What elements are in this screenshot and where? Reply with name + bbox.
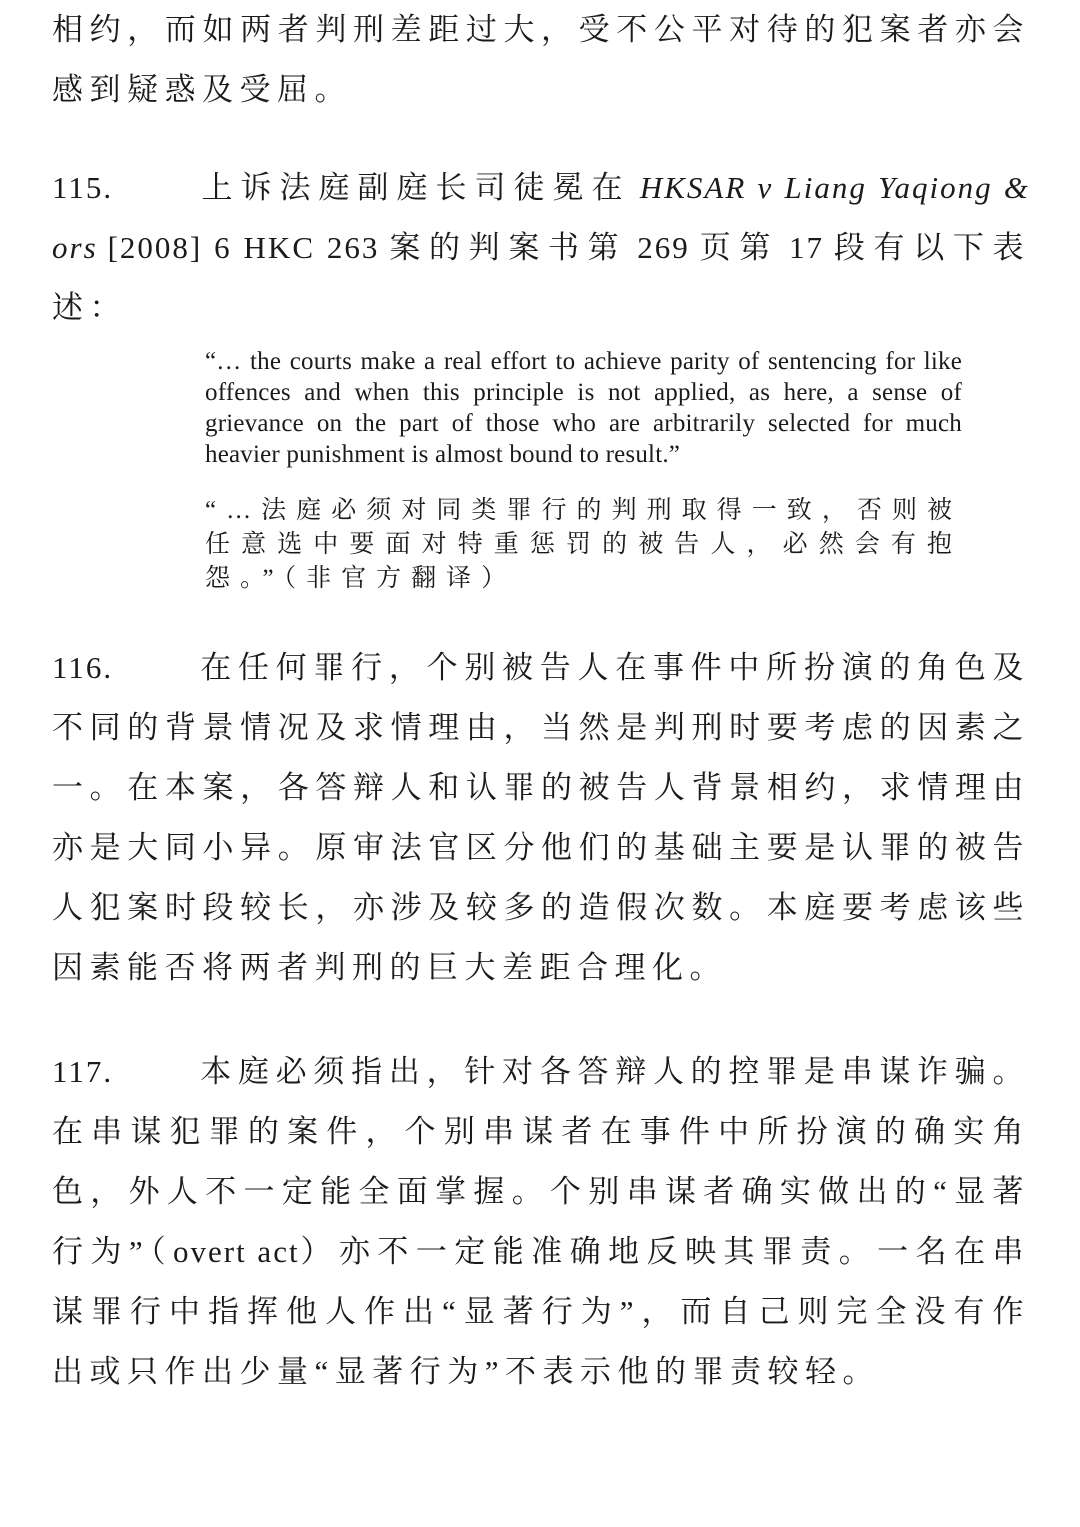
paragraph-115 bbox=[52, 158, 1030, 338]
paragraph-115-mid-text-2: 页第 bbox=[699, 230, 780, 265]
paragraph-115-tail-text: 段有以下表述： bbox=[52, 230, 1031, 325]
paragraph-116 bbox=[52, 638, 1030, 998]
paragraph-reference-number: 17 bbox=[788, 230, 824, 265]
paragraph-117-number: 117. bbox=[52, 1054, 114, 1089]
paragraph-continuation: 相约，而如两者判刑差距过大，受不公平对待的犯案者亦会感到疑惑及受屈。 bbox=[52, 12, 1030, 107]
paragraph-117-text-before-latin: 本庭必须指出，针对各答辩人的控罪是串谋诈骗。在串谋犯罪的案件，个别串谋者在事件中所扮演的确实角色，外人不一定能全面掌握。个别串谋者确实做出的“显著行为”（ bbox=[52, 1054, 1030, 1269]
case-name-citation: HKSAR v Liang Yaqiong & ors bbox=[52, 170, 1031, 265]
paragraph-115-mid-text: 案的判案书第 bbox=[389, 230, 628, 265]
paragraph-115-lead-text: 上诉法庭副庭长司徒冕在 bbox=[200, 170, 631, 205]
quotation-chinese-translation: “…法庭必须对同类罪行的判刑取得一致，否则被任意选中要面对特重惩罚的被告人，必然会有抱怨。”（非官方翻译） bbox=[205, 497, 962, 592]
paragraph-116-text: 在任何罪行，个别被告人在事件中所扮演的角色及不同的背景情况及求情理由，当然是判刑时要考虑的因素之一。在本案，各答辩人和认罪的被告人背景相约，求情理由亦是大同小异。原审法官区分他们的基础主要是认罪的被告人犯案时段较长，亦涉及较多的造假次数。本庭要考虑该些因素能否将两者判刑的巨大差距合理化。 bbox=[52, 650, 1030, 985]
quotation-english: “… the courts make a real effort to achieve parity of sentencing for like offences and when this principle is not applied, as here, a sense of grievance on the part of those who are arbitrarily selected for much heavier punishment is almost bound to result.” bbox=[205, 348, 962, 468]
paragraph-117-text-after-latin: ）亦不一定能准确地反映其罪责。一名在串谋罪行中指挥他人作出“显著行为”，而自己则完全没有作出或只作出少量“显著行为”不表示他的罪责较轻。 bbox=[52, 1234, 1031, 1389]
law-report-citation: [2008] 6 HKC 263 bbox=[107, 230, 380, 265]
overt-act-term: overt act bbox=[173, 1234, 300, 1269]
page-reference-number: 269 bbox=[637, 230, 690, 265]
paragraph-116-number: 116. bbox=[52, 650, 114, 685]
paragraph-117 bbox=[52, 1042, 1030, 1402]
paragraph-115-number: 115. bbox=[52, 170, 114, 205]
